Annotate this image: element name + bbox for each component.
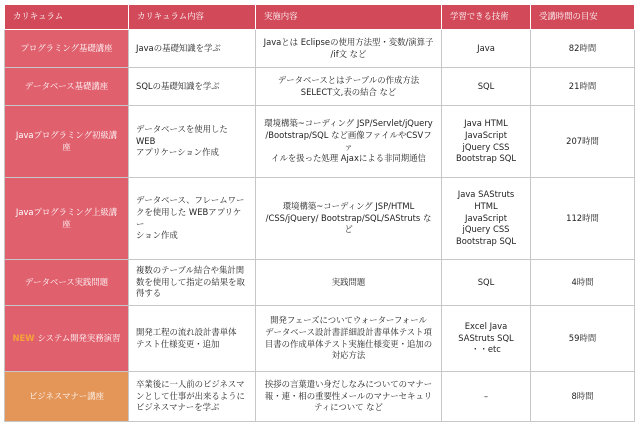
detail-line: Javaとは Eclipseの使用方法型・変数/演算子 — [263, 36, 434, 47]
hours-cell: 8時間 — [531, 372, 635, 422]
hours-cell: 207時間 — [531, 106, 635, 178]
detail-line: 環境構築~コーディング JSP/Servlet/jQuery — [264, 117, 433, 128]
detail-line: 開発フェーズについてウォーターフォール — [270, 314, 427, 325]
technology-cell — [442, 178, 531, 260]
curriculum-name: データベース実践問題 — [24, 276, 109, 287]
table-header — [5, 5, 635, 30]
header-content: カリキュラム内容 — [129, 5, 256, 30]
detail-line: 対応方法 — [331, 350, 366, 361]
tech-line: SAStruts SQL — [458, 332, 514, 343]
tech-line: JavaScript — [465, 212, 507, 223]
table-row — [5, 30, 635, 68]
curriculum-name: データベース基礎講座 — [24, 80, 109, 91]
detail-line: ティについて など — [314, 402, 383, 413]
table-row — [5, 260, 635, 306]
tech-line: Java — [477, 42, 495, 53]
header-technology: 学習できる技術 — [442, 5, 531, 30]
tech-line: jQuery CSS — [462, 141, 510, 152]
tech-line: Bootstrap SQL — [455, 153, 517, 164]
curriculum-name-cell — [5, 30, 129, 68]
header-curriculum: カリキュラム — [5, 5, 129, 30]
curriculum-name-cell — [5, 306, 129, 372]
content-line: クを使用した WEBアプリケー — [136, 206, 242, 229]
implementation-detail-cell — [256, 68, 442, 106]
table-row — [5, 372, 635, 422]
tech-line: ・・etc — [471, 344, 501, 355]
detail-line: イルを扱った処理 Ajaxによる非同期通信 — [271, 153, 426, 164]
content-line: 数を使用して指定の結果を取 — [136, 276, 245, 287]
technology-cell — [442, 260, 531, 306]
detail-line: 目書の作成単体テスト実施仕様変更・追加の — [264, 338, 433, 349]
implementation-detail-cell — [256, 30, 442, 68]
implementation-detail-cell — [256, 178, 442, 260]
curriculum-content-cell — [129, 68, 256, 106]
header-row — [5, 5, 635, 30]
tech-line: Bootstrap SQL — [455, 236, 517, 247]
detail-line: 挨拶の言葉遣い身だしなみについてのマナー — [264, 378, 433, 389]
content-line: テスト仕様変更・追加 — [136, 338, 220, 349]
content-line: 得する — [136, 288, 162, 299]
implementation-detail-cell — [256, 372, 442, 422]
detail-line: /CSS/jQuery/ Bootstrap/SQL/SAStruts など — [265, 212, 432, 235]
implementation-detail-cell — [256, 306, 442, 372]
hours-cell: 4時間 — [531, 260, 635, 306]
content-line: アプリケーション作成 — [136, 147, 219, 158]
content-line: データベースを使用した WEB — [136, 123, 228, 146]
curriculum-name: システム開発実務演習 — [37, 332, 121, 343]
curriculum-table — [4, 4, 635, 422]
curriculum-name: ビジネスマナー講座 — [29, 390, 104, 401]
implementation-detail-cell — [256, 260, 442, 306]
technology-cell — [442, 306, 531, 372]
curriculum-name-cell — [5, 178, 129, 260]
detail-line: 実践問題 — [331, 276, 366, 287]
tech-line: Excel Java — [464, 320, 508, 331]
content-line: ビジネスマナーを学ぶ — [136, 402, 220, 413]
detail-line: 報・連・相の重要性メールのマナーセキュリ — [264, 390, 433, 401]
content-line: Javaの基礎知識を学ぶ — [136, 42, 221, 53]
hours-cell: 82時間 — [531, 30, 635, 68]
header-hours: 受講時間の目安 — [531, 5, 635, 30]
content-line: 複数のテーブル結合や集計関 — [136, 264, 245, 275]
table-body — [5, 30, 635, 422]
hours-cell: 21時間 — [531, 68, 635, 106]
content-line: ション作成 — [136, 230, 178, 241]
technology-cell — [442, 106, 531, 178]
hours-cell: 112時間 — [531, 178, 635, 260]
content-line: SQLの基礎知識を学ぶ — [136, 80, 220, 91]
curriculum-name-cell — [5, 372, 129, 422]
curriculum-content-cell — [129, 306, 256, 372]
tech-line: SQL — [477, 80, 495, 91]
detail-line: /if文 など — [330, 48, 367, 59]
hours-cell: 59時間 — [531, 306, 635, 372]
technology-cell — [442, 372, 531, 422]
tech-line: Java HTML — [464, 117, 508, 128]
technology-cell — [442, 30, 531, 68]
content-line: データベース、フレームワー — [136, 194, 245, 205]
table-row — [5, 178, 635, 260]
detail-line: /Bootstrap/SQL など画像ファイルやCSVファ — [265, 129, 432, 152]
tech-line: – — [483, 390, 489, 401]
curriculum-name: Javaプログラミング上級講座 — [15, 206, 118, 229]
detail-line: データベースとはテーブルの作成方法 — [277, 74, 420, 85]
curriculum-content-cell — [129, 106, 256, 178]
table-row — [5, 68, 635, 106]
curriculum-name: Javaプログラミング初級講座 — [15, 129, 118, 152]
detail-line: SELECT文,表の結合 など — [300, 86, 397, 97]
tech-line: jQuery CSS — [462, 224, 510, 235]
implementation-detail-cell — [256, 106, 442, 178]
detail-line: データベース設計書詳細設計書単体テスト項 — [265, 326, 432, 337]
technology-cell — [442, 68, 531, 106]
tech-line: JavaScript — [465, 129, 507, 140]
curriculum-name: プログラミング基礎講座 — [20, 42, 113, 53]
curriculum-content-cell — [129, 178, 256, 260]
tech-line: SQL — [477, 276, 495, 287]
detail-line: 環境構築~コーディング JSP/HTML — [282, 200, 415, 211]
content-line: 開発工程の流れ設計書単体 — [136, 326, 237, 337]
header-detail: 実施内容 — [256, 5, 442, 30]
content-line: 卒業後に一人前のビジネスマ — [136, 378, 245, 389]
curriculum-content-cell — [129, 260, 256, 306]
new-badge: NEW — [12, 332, 35, 343]
curriculum-content-cell — [129, 372, 256, 422]
curriculum-name-cell — [5, 260, 129, 306]
content-line: ンとして仕事が出来るように — [136, 390, 245, 401]
curriculum-content-cell — [129, 30, 256, 68]
table-row — [5, 306, 635, 372]
curriculum-name-cell — [5, 68, 129, 106]
curriculum-name-cell — [5, 106, 129, 178]
table-row — [5, 106, 635, 178]
tech-line: HTML — [474, 200, 498, 211]
tech-line: Java SAStruts — [457, 188, 515, 199]
